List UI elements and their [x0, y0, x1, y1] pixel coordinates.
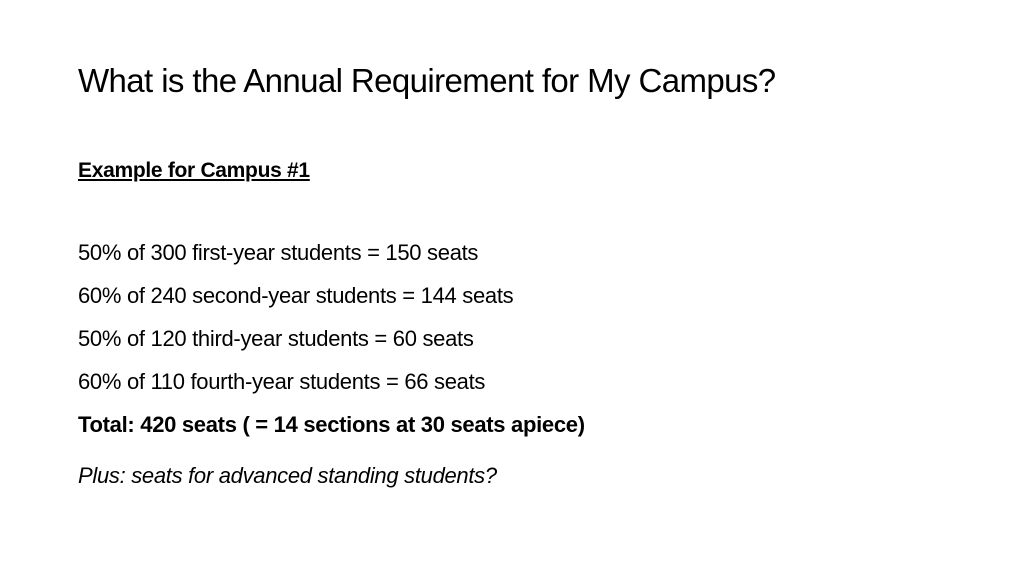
- calc-line-third-year: 50% of 120 third-year students = 60 seats: [78, 326, 474, 351]
- slide-title: What is the Annual Requirement for My Campus?: [78, 62, 776, 99]
- calc-line-second-year: 60% of 240 second-year students = 144 seats: [78, 283, 514, 308]
- advanced-standing-note: Plus: seats for advanced standing students?: [78, 463, 497, 488]
- calc-line-first-year: 50% of 300 first-year students = 150 seats: [78, 240, 479, 265]
- calc-line-fourth-year: 60% of 110 fourth-year students = 66 seats: [78, 369, 486, 394]
- example-heading: Example for Campus #1: [78, 159, 310, 182]
- total-line: Total: 420 seats ( = 14 sections at 30 seats apiece): [78, 412, 585, 437]
